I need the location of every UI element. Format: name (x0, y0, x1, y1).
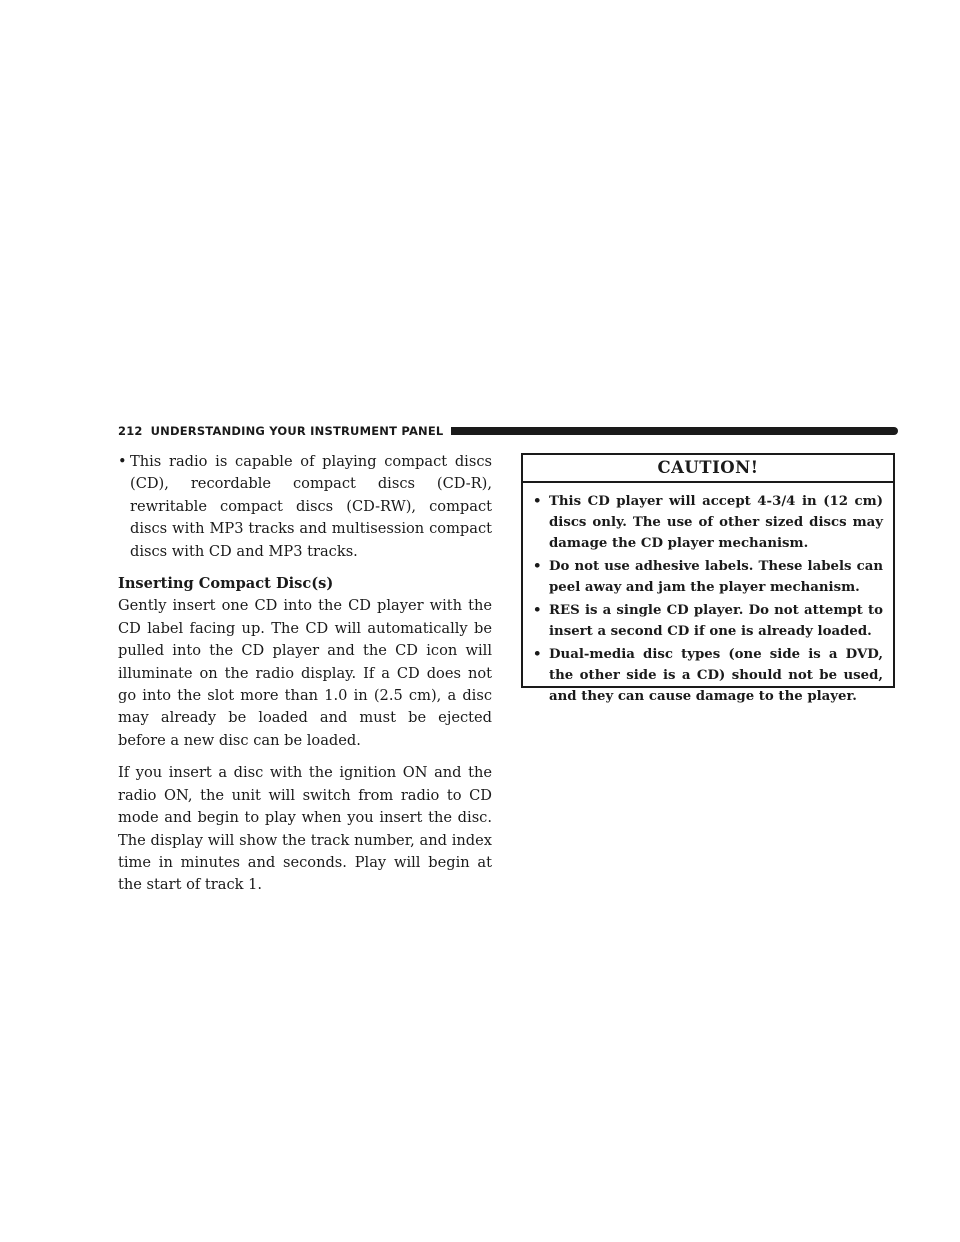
bullet-icon: • (533, 603, 542, 618)
paragraph: If you insert a disc with the ignition ON and the radio ON, the unit will switch from radio to CD mode and begin to play when you insert the disc. The display will show the track number, and index time in minutes and seconds. Play will begin at the start of track 1. (118, 764, 492, 894)
caution-item-text: Do not use adhesive labels. These labels can peel away and jam the player mechanism. (549, 559, 883, 595)
header-rule (451, 427, 898, 435)
caution-list (523, 483, 893, 707)
subheading: Inserting Compact Disc(s) (118, 575, 334, 593)
page-header (118, 424, 898, 438)
caution-item (533, 644, 883, 707)
caution-box (521, 453, 895, 704)
caution-item-text: Dual-media disc types (one side is a DVD, the other side is a CD) should not be used, and they can cause damage to the player. (549, 647, 883, 704)
caution-item-text: RES is a single CD player. Do not attempt to insert a second CD if one is already loaded. (549, 603, 883, 639)
paragraph: Gently insert one CD into the CD player with the CD label facing up. The CD will automatically be pulled into the CD player and the CD icon will illuminate on the radio display. If a CD does not go into the slot more than 1.0 in (2.5 cm), a disc may already be loaded and must be ejected before a new disc can be loaded. (118, 597, 492, 749)
caution-item (533, 600, 883, 642)
bullet-icon: • (118, 453, 127, 470)
caution-item (533, 556, 883, 598)
bullet-item (118, 451, 492, 563)
bullet-icon: • (533, 559, 542, 574)
bullet-icon: • (533, 494, 542, 509)
left-column (118, 451, 492, 907)
bullet-icon: • (533, 647, 542, 662)
bullet-text: This radio is capable of playing compact discs (CD), recordable compact discs (CD-R), rewritable compact discs (CD-RW), compact discs with MP3 tracks and multisession compact discs with CD and MP3 tracks. (130, 453, 492, 560)
caution-item-text: This CD player will accept 4-3/4 in (12 cm) discs only. The use of other sized discs may damage the CD player mechanism. (549, 494, 883, 551)
caution-title: CAUTION! (523, 455, 893, 483)
page-number: 212 (118, 424, 143, 438)
section-title: UNDERSTANDING YOUR INSTRUMENT PANEL (150, 424, 444, 438)
caution-item (533, 491, 883, 554)
